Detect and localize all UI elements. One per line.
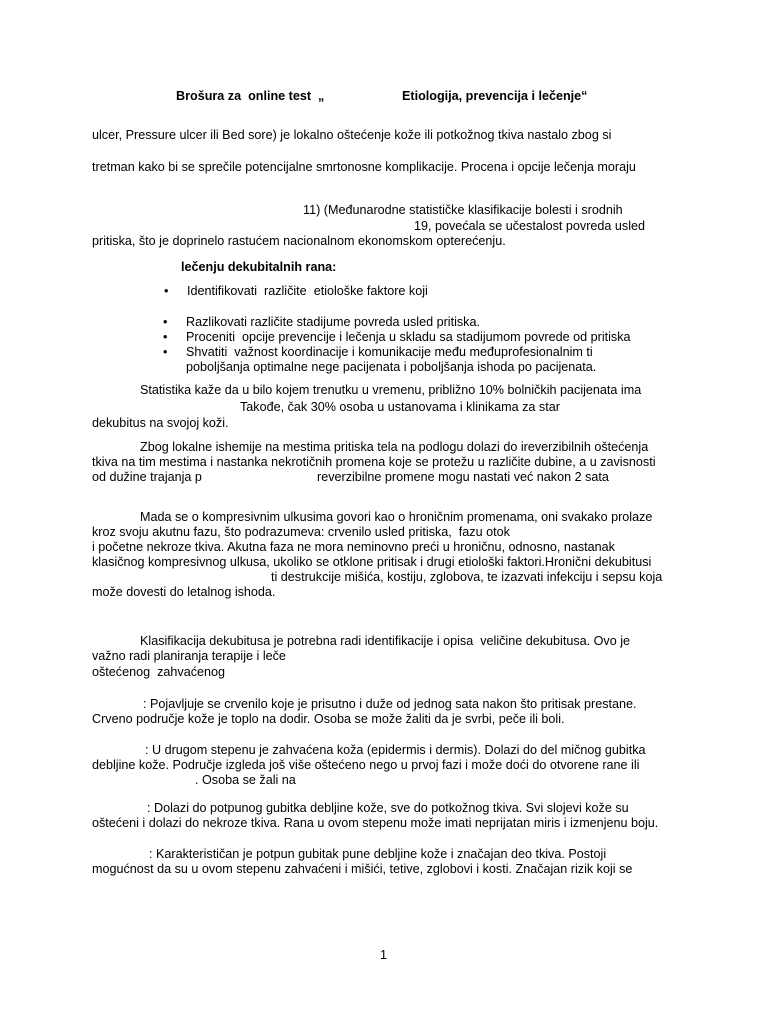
text-line: reverzibilne promene mogu nastati već nakon 2 sata: [317, 470, 609, 484]
list-item: Razlikovati različite stadijume povreda usled pritiska.: [186, 315, 480, 329]
text-line: dekubitus na svojoj koži.: [92, 416, 229, 430]
text-line: Takođe, čak 30% osoba u ustanovama i klinikama za star: [240, 400, 560, 414]
text-line: i početne nekroze tkiva. Akutna faza ne mora neminovno preći u hroničnu, odnosno, nastanak: [92, 540, 615, 554]
bullet-icon: •: [163, 345, 168, 359]
text-line: oštećeni i dolazi do nekroze tkiva. Rana u ovom stepenu može imati neprijatan miris i izmenjenu boju.: [92, 816, 659, 830]
text-line: : Dolazi do potpunog gubitka debljine kože, sve do potkožnog tkiva. Svi slojevi kože su: [147, 801, 629, 815]
text-line: kroz svoju akutnu fazu, što podrazumeva: crvenilo usled pritiska, fazu otok: [92, 525, 510, 539]
list-item: Proceniti opcije prevencije i lečenja u skladu sa stadijumom povrede od pritiska: [186, 330, 631, 344]
bullet-icon: •: [163, 330, 168, 344]
text-line: od dužine trajanja p: [92, 470, 202, 484]
text-line: debljine kože. Područje izgleda još više oštećeno nego u prvoj fazi i može doći do otvorene rane ili: [92, 758, 640, 772]
text-line: ti destrukcije mišića, kostiju, zglobova, te izazvati infekciju i sepsu koja: [271, 570, 663, 584]
text-line: važno radi planiranja terapije i leče: [92, 649, 286, 663]
text-line: 19, povećala se učestalost povreda usled: [414, 219, 646, 233]
list-item: Identifikovati različite etiološke faktore koji: [187, 284, 428, 298]
page-number: 1: [380, 948, 388, 962]
text-line: Crveno područje kože je toplo na dodir. Osoba se može žaliti da je svrbi, peče ili boli.: [92, 712, 565, 726]
text-line: : U drugom stepenu je zahvaćena koža (epidermis i dermis). Dolazi do del mičnog gubitka: [145, 743, 646, 757]
text-line: tkiva na tim mestima i nastanka nekrotičnih promena koje se protežu u različite dubine, a u zavisnosti: [92, 455, 656, 469]
text-line: 11) (Međunarodne statističke klasifikacije bolesti i srodnih: [303, 203, 623, 217]
text-line: ulcer, Pressure ulcer ili Bed sore) je lokalno oštećenje kože ili potkožnog tkiva nastalo zbog si: [92, 128, 612, 142]
text-line: . Osoba se žali na: [195, 773, 296, 787]
text-line: pritiska, što je doprinelo rastućem nacionalnom ekonomskom opterećenju.: [92, 234, 506, 248]
title-right: Etiologija, prevencija i lečenje“: [402, 89, 588, 103]
text-line: : Pojavljuje se crvenilo koje je prisutno i duže od jednog sata nakon što pritisak prestane.: [143, 697, 637, 711]
bullet-icon: •: [163, 315, 168, 329]
title-left: Brošura za online test „: [176, 89, 325, 103]
bullet-icon: •: [164, 284, 169, 298]
text-line: Zbog lokalne ishemije na mestima pritiska tela na podlogu dolazi do ireverzibilnih oštećenja: [140, 440, 649, 454]
text-line: Klasifikacija dekubitusa je potrebna radi identifikacije i opisa veličine dekubitusa. Ovo je: [140, 634, 631, 648]
text-line: oštećenog zahvaćenog: [92, 665, 226, 679]
text-line: : Karakterističan je potpun gubitak pune debljine kože i značajan deo tkiva. Postoji: [149, 847, 607, 861]
text-line: klasičnog kompresivnog ulkusa, ukoliko se otklone pritisak i drugi etiološki faktori.Hronični dekubitusi: [92, 555, 652, 569]
text-line: Mada se o kompresivnim ulkusima govori kao o hroničnim promenama, oni svakako prolaze: [140, 510, 653, 524]
text-line: može dovesti do letalnog ishoda.: [92, 585, 276, 599]
list-item: Shvatiti važnost koordinacije i komunikacije među međuprofesionalnim ti: [186, 345, 593, 359]
text-line: Statistika kaže da u bilo kojem trenutku u vremenu, približno 10% bolničkih pacijenata ima: [140, 383, 642, 397]
section-heading: lečenju dekubitalnih rana:: [181, 260, 337, 274]
list-item-continuation: poboljšanja optimalne nege pacijenata i poboljšanja ishoda po pacijenata.: [186, 360, 597, 374]
text-line: tretman kako bi se sprečile potencijalne smrtonosne komplikacije. Procena i opcije lečenja moraju: [92, 160, 636, 174]
text-line: mogućnost da su u ovom stepenu zahvaćeni i mišići, tetive, zglobovi i kosti. Značajan rizik koji se: [92, 862, 633, 876]
